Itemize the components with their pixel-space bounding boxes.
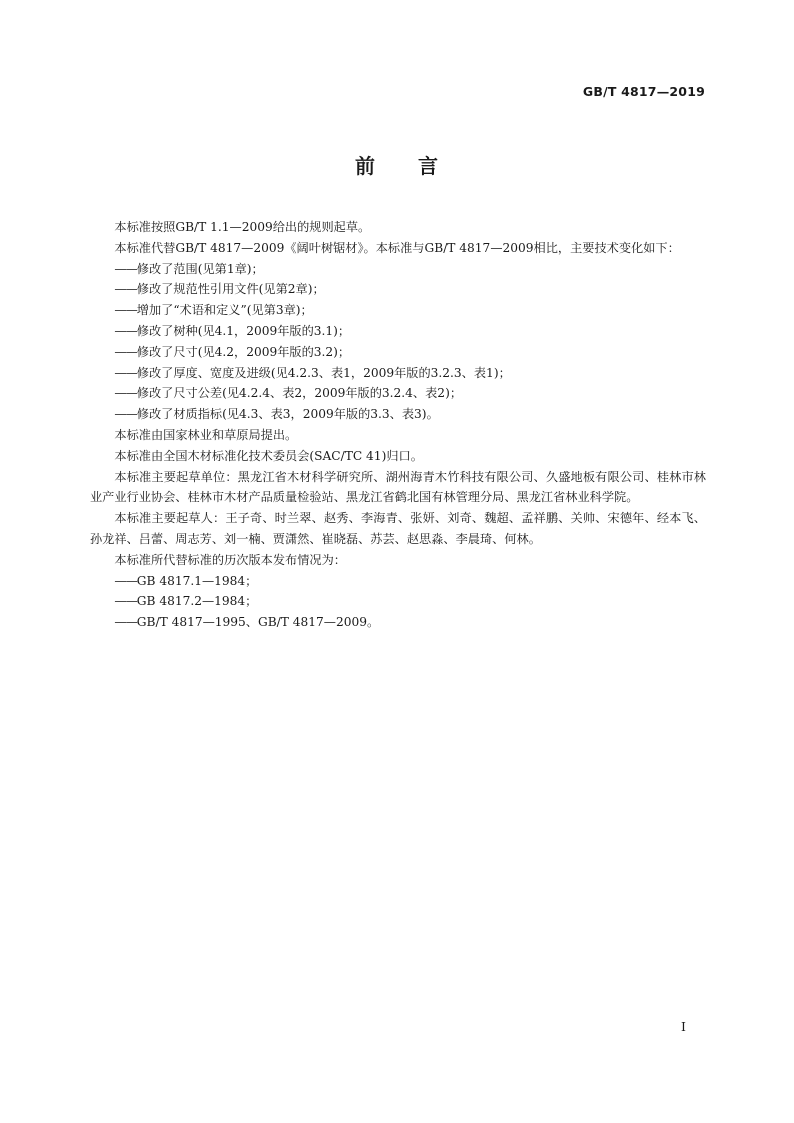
- paragraph-drafting-units: 本标准主要起草单位：黑龙江省木材科学研究所、湖州海青木竹科技有限公司、久盛地板有限公司、桂林市林业产业行业协会、桂林市木材产品质量检验站、黑龙江省鹤北国有林管理分局、黑龙江省林业科学院。: [90, 469, 706, 505]
- change-item: —— 增加了“术语和定义”(见第3章)；: [90, 300, 706, 321]
- foreword-body: [90, 217, 706, 633]
- change-item: —— 修改了材质指标(见4.3、表3，2009年版的3.3、表3)。: [90, 404, 706, 425]
- change-item: —— 修改了规范性引用文件(见第2章)；: [90, 279, 706, 300]
- page-title: [0, 150, 794, 179]
- change-item: —— 修改了尺寸公差(见4.2.4、表2，2009年版的3.2.4、表2)；: [90, 383, 706, 404]
- title-char-1: 前: [355, 154, 376, 178]
- history-item: —— GB 4817.1—1984；: [90, 571, 706, 592]
- change-item: —— 修改了尺寸(见4.2，2009年版的3.2)；: [90, 342, 706, 363]
- change-item: —— 修改了范围(见第1章)；: [90, 259, 706, 280]
- paragraph-drafting-rules: 本标准按照GB/T 1.1—2009给出的规则起草。: [114, 220, 371, 234]
- paragraph-administrator: 本标准由全国木材标准化技术委员会(SAC/TC 41)归口。: [114, 448, 423, 463]
- change-item: —— 修改了厚度、宽度及进级(见4.2.3、表1，2009年版的3.2.3、表1)；: [90, 363, 706, 384]
- title-char-2: 言: [418, 154, 439, 178]
- paragraph-history-intro: 本标准所代替标准的历次版本发布情况为：: [114, 552, 346, 567]
- paragraph-proposer: 本标准由国家林业和草原局提出。: [114, 427, 298, 442]
- history-item: —— GB 4817.2—1984；: [90, 591, 706, 612]
- change-item: —— 修改了树种(见4.1，2009年版的3.1)；: [90, 321, 706, 342]
- paragraph-replacement: 本标准代替GB/T 4817—2009《阔叶树锯材》。本标准与GB/T 4817—2009相比，主要技术变化如下：: [114, 240, 680, 255]
- standard-number: GB/T 4817—2019: [582, 84, 705, 99]
- paragraph-drafters: 本标准主要起草人：王子奇、时兰翠、赵秀、李海青、张妍、刘奇、魏超、孟祥鹏、关帅、宋德年、经本飞、孙龙祥、吕蕾、周志芳、刘一楠、贾潇然、崔晓磊、苏芸、赵思淼、李晨琦、何林。: [90, 511, 706, 546]
- history-item: —— GB/T 4817—1995、GB/T 4817—2009。: [90, 612, 706, 633]
- page-number: I: [681, 1019, 686, 1034]
